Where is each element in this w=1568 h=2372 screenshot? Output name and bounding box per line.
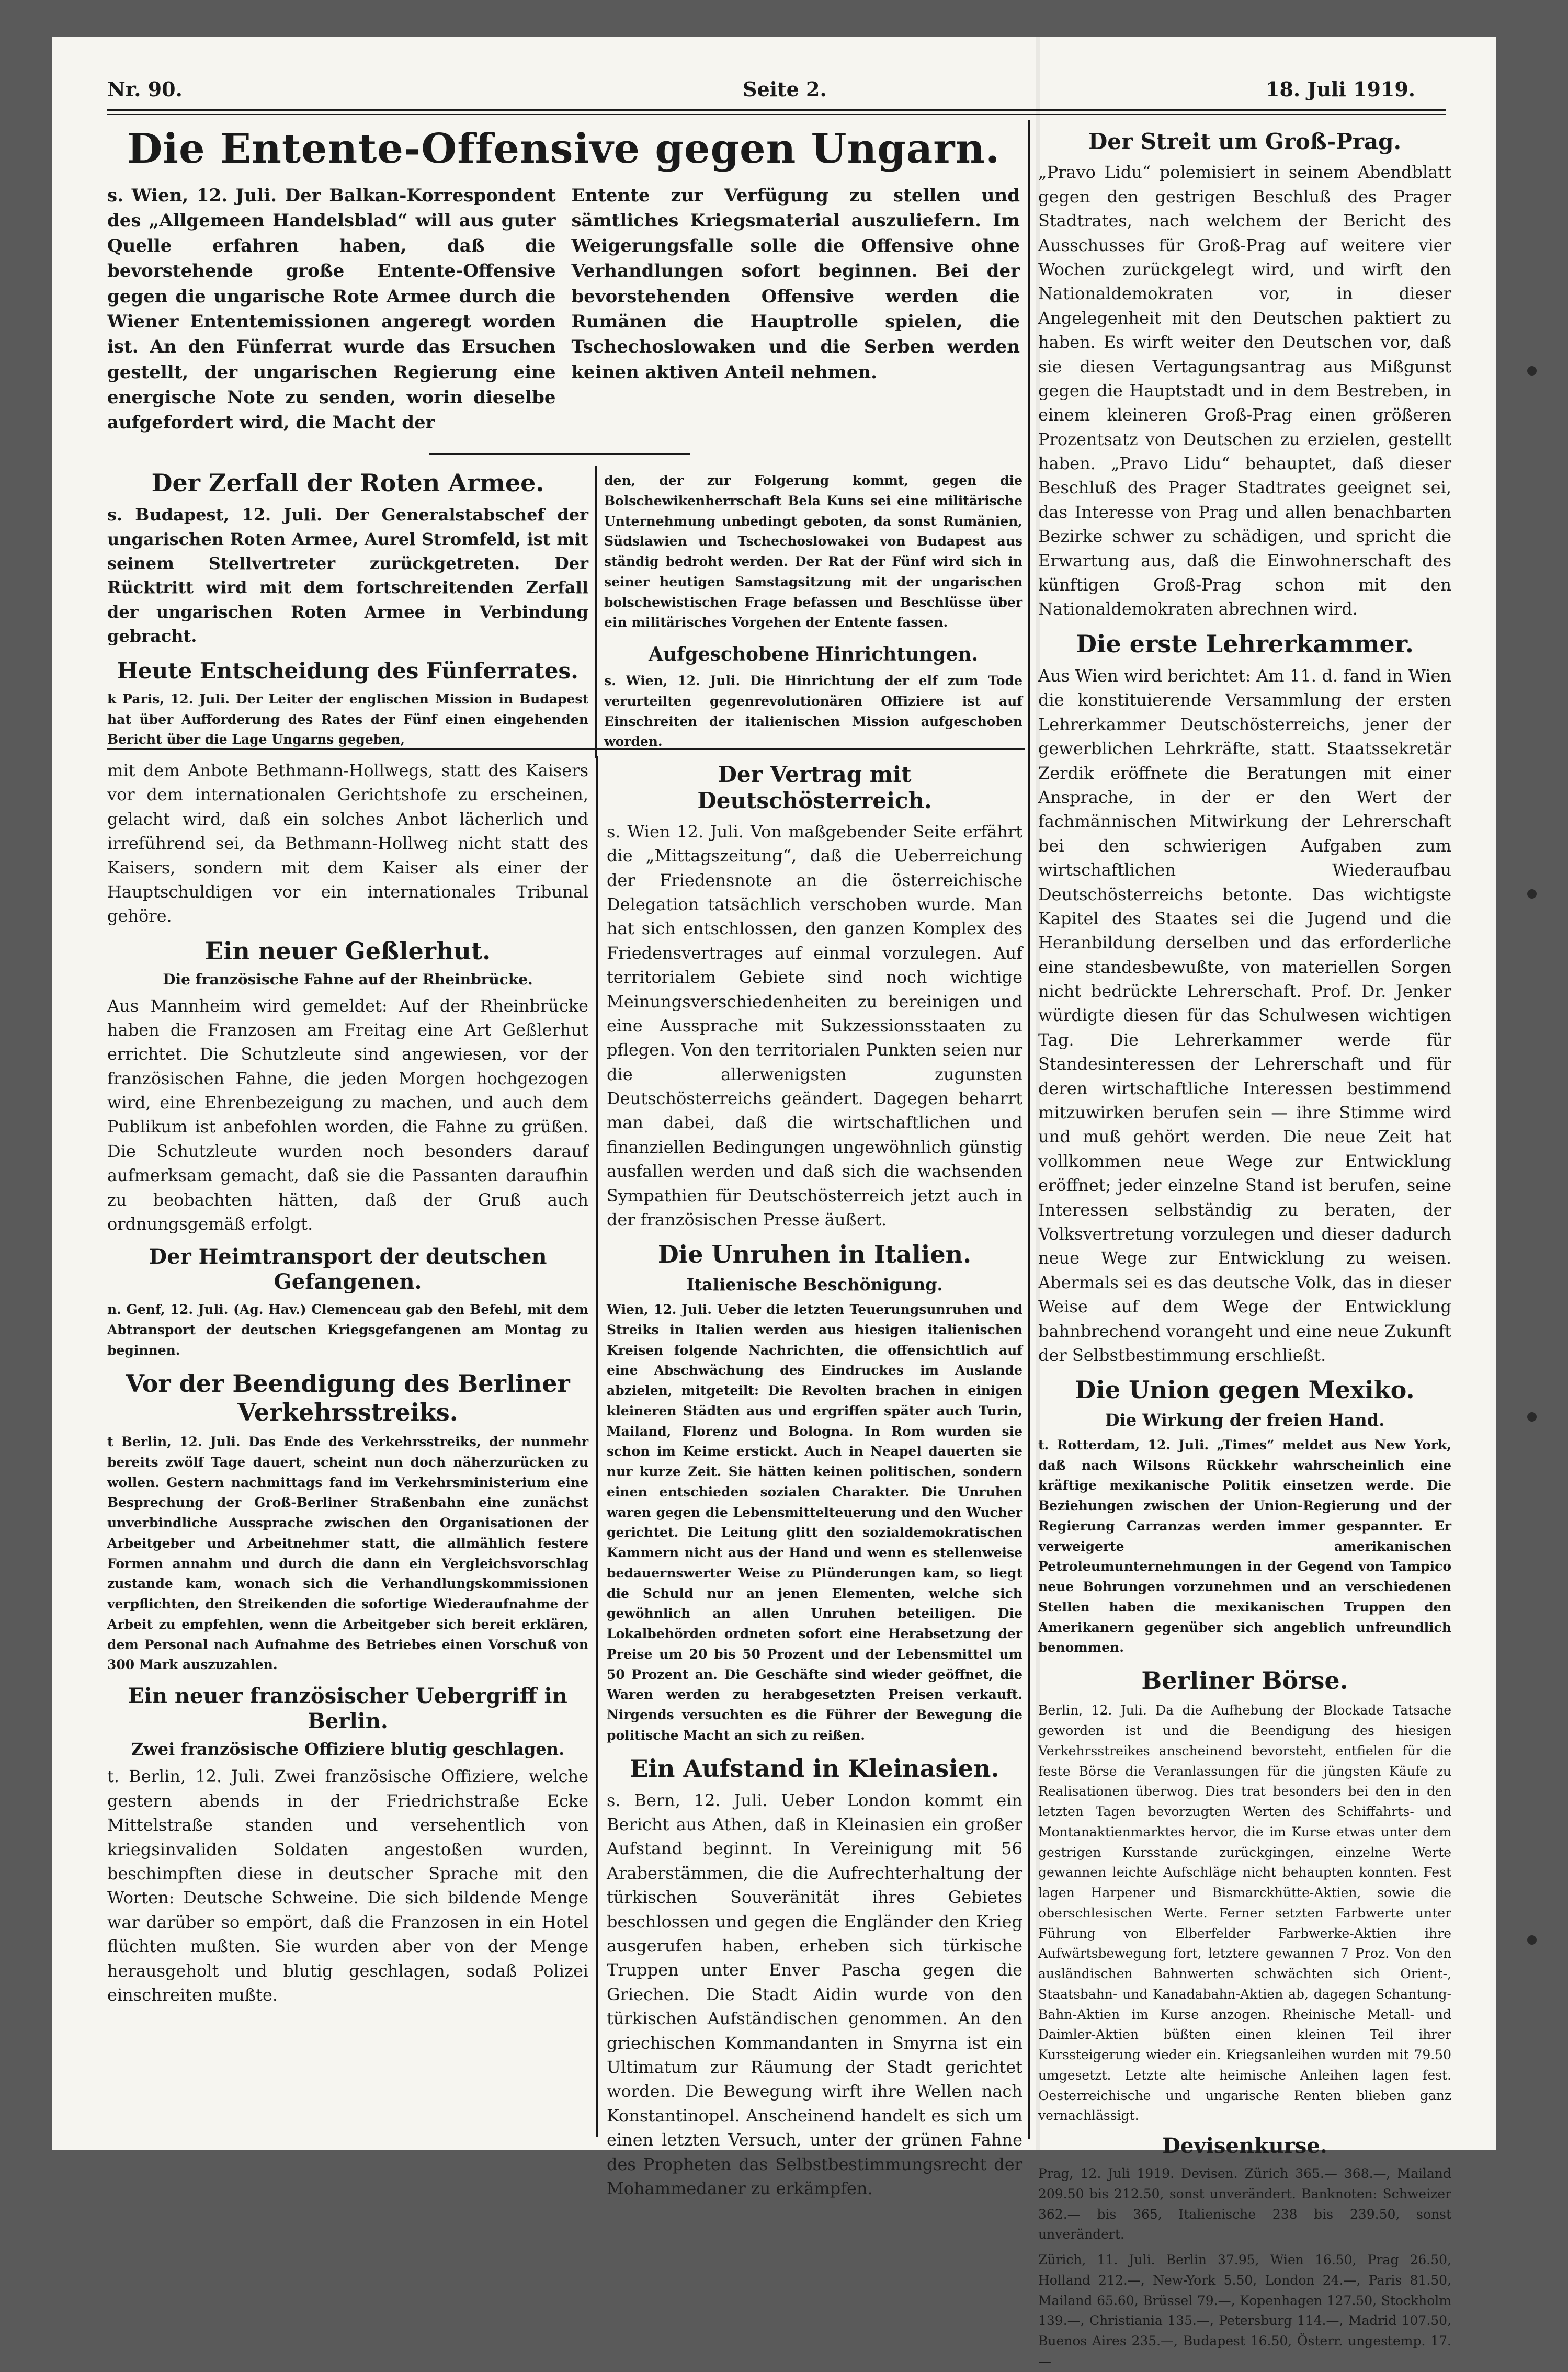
- column-divider-lower-mid: [596, 756, 598, 2137]
- uebergriff-headline: Ein neuer französischer Uebergriff in Berlin.: [128, 1684, 567, 1734]
- fuenferrat-body: k Paris, 12. Juli. Der Leiter der englischen Mission in Budapest hat über Aufforderung des Rates der Fünf einen eingehenden Bericht über die Lage Ungarns gegeben,: [107, 691, 588, 747]
- italien-body: Wien, 12. Juli. Ueber die letzten Teuerungsunruhen und Streiks in Italien werden aus hiesigen italienischen Kreisen folgende Nachrichten, die offensichtlich auf eine Abschwächung des Eindruckes im Auslande abzielen, mitgeteilt: Die Revolten brachen in einigen kleineren Städten aus und ergriffen später auch Turin, Mailand, Florenz und Bologna. In Rom wurden sie schon im Keime erstickt. Auch in Neapel dauerten sie nur kurze Zeit. Sie hätten keinen politischen, sondern einen entschieden sozialen Charakter. Die Unruhen waren gegen die Lebensmittelteuerung und den Wucher gerichtet. Die Leitung glitt den sozialdemokratischen Kammern nicht aus der Hand und wenn es stellenweise bedauernswerter Weise zu Plünderungen kam, so liegt die Schuld nur an jenen Elementen, welche sich gewöhnlich an allen Unruhen beteiligen. Die Lokalbehörden ordneten sofort eine Herabsetzung der Preise um 20 bis 50 Prozent und der Lebensmittel um 50 Prozent an. Die Geschäfte sind wieder geöffnet, die Waren werden zu herabgesetzten Preisen verkauft. Nirgends versuchten es die Führer der Bewegung die politische Macht an sich zu reißen.: [607, 1302, 1022, 1743]
- lead-column-2: Entente zur Verfügung zu stellen und sämtliches Kriegsmaterial auszuliefern. Im Weigerungsfalle solle die Offensive ohne Verhandlungen sofort beginnen. Bei der bevorstehenden Offensive werden die Rumänen die Hauptrolle spielen, die Tschechoslowaken und die Serben werden keinen aktiven Anteil nehmen.: [571, 185, 1020, 383]
- middle-column: [607, 758, 1022, 2198]
- uebergriff-body: t. Berlin, 12. Juli. Zwei französische Offiziere, welche gestern abends in der Friedrichstraße Ecke Mittelstraße standen und versehentlich von kriegsinvaliden Soldaten angestoßen wurden, beschimpften diese in deutscher Sprache mit den Worten: Deutsche Schweine. Die sich bildende Menge war darüber so empört, daß die Franzosen in ein Hotel flüchten mußten. Sie wurden aber von der Menge herausgeholt und blutig geschlagen, sodaß Polizei einschreiten mußte.: [107, 1766, 588, 2005]
- issue-number: Nr. 90.: [107, 77, 183, 101]
- column-divider-right: [1028, 120, 1030, 2139]
- page-number: Seite 2.: [743, 77, 827, 101]
- header-rule-thin: [107, 114, 1446, 115]
- heimtransport-headline: Der Heimtransport der deutschen Gefangenen.: [149, 1244, 547, 1295]
- devisen-zuerich: Zürich, 11. Juli. Berlin 37.95, Wien 16.50, Prag 26.50, Holland 212.—, New-York 5.50, London 24.—, Paris 81.50, Mailand 65.60, Brüssel 79.—, Kopenhagen 127.50, Stockholm 139.—, Christiania 135.—, Petersburg 114.—, Madrid 107.50, Buenos Aires 235.—, Budapest 16.50, Österr. ungestemp. 17.—: [1038, 2252, 1451, 2369]
- lead-column-1: s. Wien, 12. Juli. Der Balkan-Korrespondent des „Allgemeen Handelsblad“ will aus guter Quelle erfahren haben, daß die bevorstehende große Entente-Offensive gegen die ungarische Rote Armee durch die Wiener Ententemissionen angeregt worden ist. An den Fünferrat wurde das Ersuchen gestellt, der ungarischen Regierung eine energische Note zu senden, worin dieselbe aufgefordert wird, die Macht der: [107, 185, 556, 434]
- bethmann-continuation: mit dem Anbote Bethmann-Hollwegs, statt des Kaisers vor dem internationalen Gerichtshofe zu erscheinen, gelacht wird, daß ein solches Anbot lächerlich und irreführend sei, da Bethmann-Hollweg nicht statt des Kaisers, sondern mit dem Kaiser als einer der Hauptschuldigen vor ein internationales Tribunal gehöre.: [107, 761, 588, 926]
- gessler-headline: Ein neuer Geßlerhut.: [204, 936, 491, 965]
- heimtransport-body: n. Genf, 12. Juli. (Ag. Hav.) Clemenceau gab den Befehl, mit dem Abtransport der deutschen Kriegsgefangenen am Montag zu beginnen.: [107, 1302, 588, 1358]
- vertrag-body: s. Wien 12. Juli. Von maßgebender Seite erfährt die „Mittagszeitung“, daß die Ueberreichung der Friedensnote an die österreichische Delegation tatsächlich verschoben wurde. Man hat sich entschlossen, den ganzen Komplex des Friedensvertrages auf einmal vorzulegen. Auf territorialem Gebiete sind noch wichtige Meinungsverschiedenheiten zu bereinigen und eine Aussprache mit Sukzessionsstaaten zu pflegen. Von den territorialen Punkten seien nur die allerwenigsten zugunsten Deutschösterreichs geändert. Dagegen beharrt man dabei, daß die wirtschaftlichen und finanziellen Bedingungen ungewöhnlich günstig ausfallen werden und daß sich die wachsenden Sympathien für Deutschösterreich jetzt auch in der französischen Presse äußert.: [607, 821, 1022, 1230]
- page-fold-shadow: [1036, 37, 1040, 2150]
- zerfall-article: [107, 466, 588, 751]
- lead-headline: Die Entente-Offensive gegen Ungarn.: [127, 125, 1001, 173]
- lehrerkammer-headline: Die erste Lehrerkammer.: [1076, 629, 1414, 658]
- uebergriff-subheadline: Zwei französische Offiziere blutig geschlagen.: [131, 1739, 565, 1760]
- hinrichtungen-body: s. Wien, 12. Juli. Die Hinrichtung der elf zum Tode verurteilten gegenrevolutionären Offiziere ist auf Einschreiten der italienischen Mission aufgeschoben worden.: [604, 673, 1022, 750]
- short-rule: [429, 453, 690, 455]
- right-column: [1038, 126, 1451, 2369]
- zerfall-body: s. Budapest, 12. Juli. Der Generalstabschef der ungarischen Roten Armee, Aurel Stromfeld, ist mit seinem Stellvertreter zurückgetreten. Der Rücktritt wird mit dem fortschreitenden Zerfall der ungarischen Roten Armee in Verbindung gebracht.: [107, 505, 588, 646]
- verkehrsstreik-body: t Berlin, 12. Juli. Das Ende des Verkehrsstreiks, der nunmehr bereits zwölf Tage dauert, scheint nun doch näherzurücken zu wollen. Gestern nachmittags fand im Verkehrsministerium eine Besprechung der Groß-Berliner Straßenbahn eine zunächst unverbindliche Aussprache zwischen den Organisationen der Arbeitgeber und Arbeitnehmer statt, die allmählich festere Formen annahm und durch die dann ein Vergleichsvorschlag zustande kam, wonach sich die Verhandlungskommissionen verpflichten, den Streikenden die sofortige Wiederaufnahme der Arbeit zu empfehlen, wenn die Arbeitgeber sich bereit erklären, dem Personal nach Aufnahme des Betriebes einen Vorschuß von 300 Mark auszuzahlen.: [107, 1434, 588, 1673]
- binding-hole: [1527, 366, 1537, 376]
- zerfall-headline: Der Zerfall der Roten Armee.: [151, 469, 544, 497]
- prag-body: „Pravo Lidu“ polemisiert in seinem Abendblatt gegen den gestrigen Beschluß des Prager Stadtrates, nach welchem der Bericht des Ausschusses für Groß-Prag auf weitere vier Wochen zurückgelegt wird, und wirft den Nationaldemokraten vor, in dieser Angelegenheit mit den Deutschen paktiert zu haben. Es wirft weiter den Deutschen vor, daß sie diesen Vertagungsantrag aus Mißgunst gegen die Hauptstadt und in dem Bestreben, in einem kleineren Groß-Prag einen größeren Prozentsatz von Deutschen zu erzielen, gestellt haben. „Pravo Lidu“ behauptet, daß dieser Beschluß des Prager Stadtrates geeignet sei, das Interesse von Prag und allen benachbarten Bezirke schwer zu schädigen, und spricht die Erwartung aus, daß die Einwohnerschaft des künftigen Groß-Prag schon mit den Nationaldemokraten abrechnen wird.: [1038, 162, 1451, 619]
- mexiko-body: t. Rotterdam, 12. Juli. „Times“ meldet aus New York, daß nach Wilsons Rückkehr wahrscheinlich eine kräftige mexikanische Politik einsetzen werde. Die Beziehungen zwischen der Union-Regierung und der Regierung Carranzas werden immer gespannter. Er verweigerte amerikanischen Petroleumunternehmungen in der Gegend von Tampico neue Bohrungen vorzunehmen und an verschiedenen Stellen haben die mexikanischen Truppen den Amerikanern gegenüber sich angeblich unfreundlich benommen.: [1038, 1437, 1451, 1655]
- header-rule: [107, 109, 1446, 111]
- italien-subheadline: Italienische Beschönigung.: [686, 1274, 943, 1295]
- vertrag-headline: Der Vertrag mit Deutschösterreich.: [697, 762, 932, 814]
- boerse-headline: Berliner Börse.: [1141, 1666, 1348, 1695]
- hinrichtungen-headline: Aufgeschobene Hinrichtungen.: [648, 643, 979, 665]
- zerfall-cont-body: den, der zur Folgerung kommt, gegen die Bolschewikenherrschaft Bela Kuns sei eine militärische Unternehmung unbedingt geboten, da sonst Rumänien, Südslawien und Tschechoslowakei von Budapest aus ständig bedroht werden. Der Rat der Fünf wird sich in seiner heutigen Samstagsitzung mit der ungarischen bolschewistischen Frage befassen und Beschlüsse über ein militärisches Vorgehen der Entente fassen.: [604, 473, 1022, 630]
- fuenferrat-headline: Heute Entscheidung des Fünferrates.: [117, 657, 578, 684]
- left-column: [107, 758, 588, 2139]
- lead-article: [107, 126, 1020, 450]
- boerse-body: Berlin, 12. Juli. Da die Aufhebung der Blockade Tatsache geworden ist und die Beendigung des hiesigen Verkehrsstreikes anscheinend bevorsteht, entfielen für die feste Börse die Veranlassungen für die jüngsten Käufe zu Realisationen überwog. Dies trat besonders bei den in den letzten Tagen bevorzugten Werten des Schiffahrts- und Montanaktienmarktes hervor, die im Kurse etwas unter dem gestrigen Kursstande zurückgingen, einzelne Werte gewannen leichte Aufschläge nicht behaupten konnten. Fest lagen Harpener und Bismarckhütte-Aktien, sowie die oberschlesischen Werte. Ferner setzten Farbwerte unter Führung von Elberfelder Farbwerke-Aktien ihre Aufwärtsbewegung fort, letztere gewannen 7 Proz. Von den ausländischen Bahnwerten schwächten sich Orient-, Staatsbahn- und Kanadabahn-Aktien ab, dagegen Schantung-Bahn-Aktien im Kurse anzogen. Rheinische Metall- und Daimler-Aktien büßten einen kleinen Teil ihrer Kurssteigerung wieder ein. Kriegsanleihen wurden mit 79.50 umgesetzt. Letzte alte heimische Anleihen lagen fest. Oesterreichische und ungarische Renten blieben ganz vernachlässigt.: [1038, 1703, 1451, 2124]
- italien-headline: Die Unruhen in Italien.: [657, 1240, 972, 1269]
- devisen-prag: Prag, 12. Juli 1919. Devisen. Zürich 365.— 368.—, Mailand 209.50 bis 212.50, sonst unverändert. Banknoten: Schweizer 362.— bis 365, Italienische 238 bis 239.50, sonst unverändert.: [1038, 2166, 1451, 2242]
- mexiko-headline: Die Union gegen Mexiko.: [1075, 1376, 1415, 1404]
- newspaper-page: [52, 37, 1496, 2369]
- binding-hole: [1527, 1935, 1537, 1945]
- column-divider-upper-mid: [595, 466, 597, 758]
- gessler-subheadline: Die französische Fahne auf der Rheinbrücke.: [163, 970, 533, 988]
- devisen-headline: Devisenkurse.: [1162, 2133, 1327, 2159]
- gessler-body: Aus Mannheim wird gemeldet: Auf der Rheinbrücke haben die Franzosen am Freitag eine Art Geßlerhut errichtet. Die Schutzleute sind angewiesen, vor der französischen Fahne, die jeden Morgen hochgezogen wird, eine Ehrenbezeigung zu machen, und auch dem Publikum ist anbefohlen worden, die Fahne zu grüßen. Die Schutzleute wurden noch besonders darauf aufmerksam gemacht, daß sie die Passanten daraufhin zu beobachten hätten, daß der Gruß auch ordnungsgemäß erfolgt.: [107, 995, 588, 1234]
- issue-date: 18. Juli 1919.: [1266, 77, 1416, 101]
- lehrerkammer-body: Aus Wien wird berichtet: Am 11. d. fand in Wien die konstituierende Versammlung der ersten Lehrerkammer Deutschösterreichs, jener der gewerblichen Lehrkräfte, statt. Staatssekretär Zerdik eröffnete die Beratungen mit einer Ansprache, in der er den Wert der fachmännischen Mitwirkung der Lehrerschaft bei den schwierigen Aufgaben zum wirtschaftlichen Wiederaufbau Deutschösterreichs betonte. Das wichtigste Kapitel des Staates sei die Jugend und die Heranbildung derselben und das erforderliche eine standesbewußte, von materiellen Sorgen nicht bedrückte Lehrerschaft. Prof. Dr. Jenker würdigte diesen für das Schulwesen wichtigen Tag. Die Lehrerkammer werde für Standesinteressen der Lehrerschaft und für deren wirtschaftliche Interessen bestimmend mitzuwirken berufen sein — ihre Stimme wird und muß gehört werden. Die neue Zeit hat vollkommen neue Wege zur Entwicklung eröffnet; jeder einzelne Stand ist berufen, seine Interessen selbständig zu beraten, der Volksvertretung vorzulegen und dieser dadurch neue Wege zur Entwicklung zu weisen. Abermals sei es das deutsche Volk, das in dieser Weise auf dem Wege der Entwicklung bahnbrechend vorangeht und eine neue Zukunft der Selbstbestimmung erschließt.: [1038, 666, 1451, 1365]
- binding-hole: [1527, 889, 1537, 899]
- mexiko-subheadline: Die Wirkung der freien Hand.: [1105, 1410, 1385, 1430]
- binding-hole: [1527, 1412, 1537, 1422]
- prag-headline: Der Streit um Groß-Prag.: [1088, 129, 1402, 154]
- zerfall-continuation: [604, 471, 1022, 748]
- kleinasien-body: s. Bern, 12. Juli. Ueber London kommt ein Bericht aus Athen, daß in Kleinasien ein großer Aufstand beginnt. In Vereinigung mit 56 Araberstämmen, die die Aufrechterhaltung der türkischen Souveränität ihres Gebietes beschlossen und gegen die Engländer den Krieg ausgerufen haben, erheben sich türkische Truppen unter Enver Pascha gegen die Griechen. Die Stadt Aidin wurde von den türkischen Aufständischen genommen. An den griechischen Kommandanten in Smyrna ist ein Ultimatum zur Räumung der Stadt gerichtet worden. Die Bewegung wirft ihre Wellen nach Konstantinopel. Anscheinend handelt es sich um einen letzten Versuch, unter der grünen Fahne des Propheten das Selbstbestimmungsrecht der Mohammedaner zu erkämpfen.: [607, 1790, 1022, 2198]
- kleinasien-headline: Ein Aufstand in Kleinasien.: [630, 1754, 999, 1783]
- verkehrsstreik-headline: Vor der Beendigung des Berliner Verkehrsstreiks.: [126, 1369, 570, 1426]
